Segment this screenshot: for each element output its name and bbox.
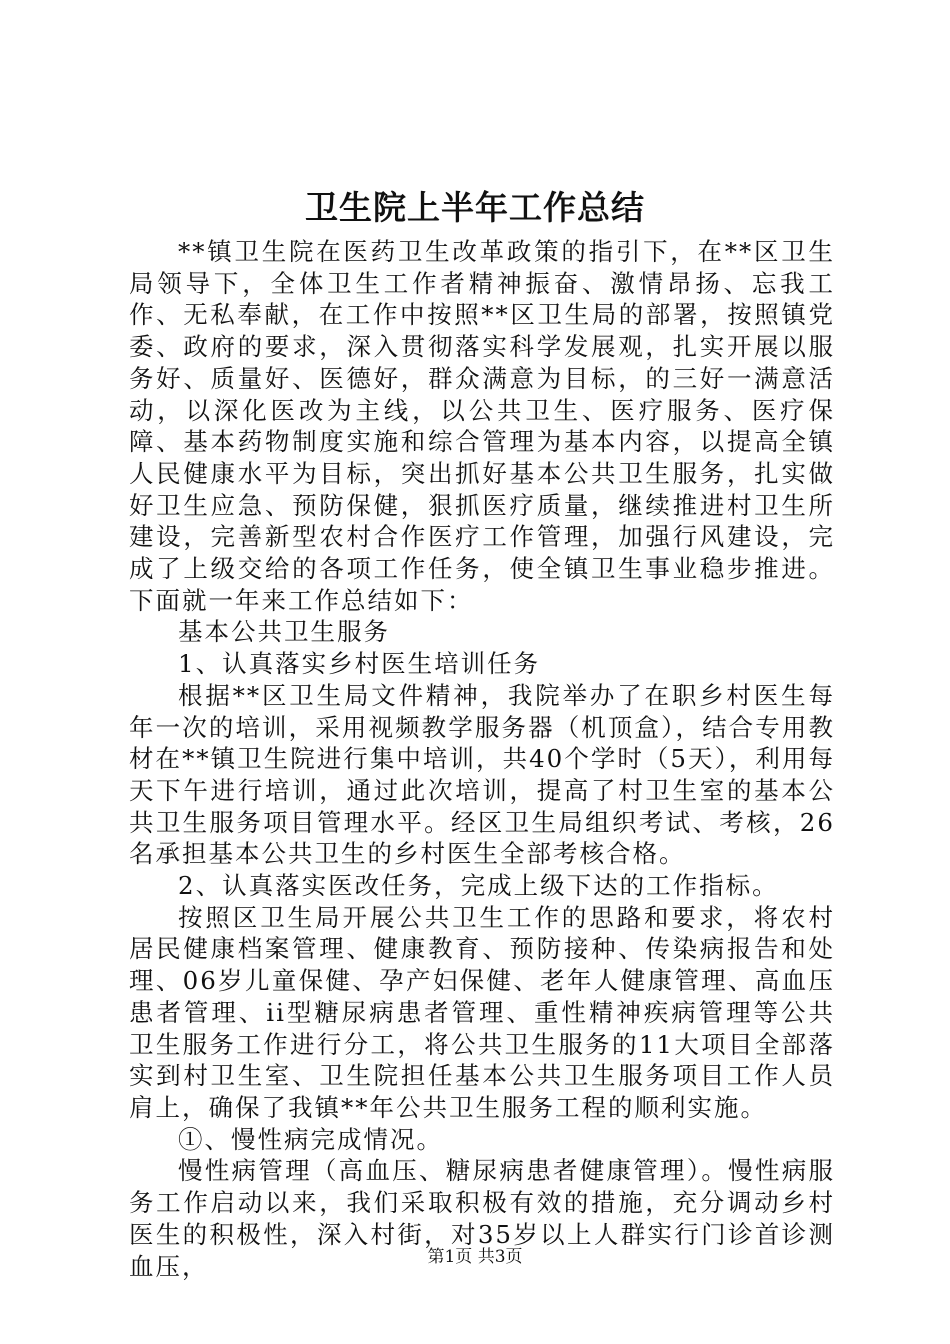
subheading-chronic-disease: ①、慢性病完成情况。	[178, 1124, 443, 1154]
chronic-disease-paragraph: 慢性病管理（高血压、糖尿病患者健康管理）。慢性病服务工作启动以来，我们采取积极有效的措施，充分调动乡村医生的积极性，深入村街，对35岁以上人群实行门诊首诊测血压，	[129, 1156, 835, 1281]
reform-paragraph: 按照区卫生局开展公共卫生工作的思路和要求，将农村居民健康档案管理、健康教育、预防接种、传染病报告和处理、06岁儿童保健、孕产妇保健、老年人健康管理、高血压患者管理、ii型糖尿病患者管理、重性精神疾病管理等公共卫生服务工作进行分工，将公共卫生服务的11大项目全部落实到村卫生室、卫生院担任基本公共卫生服务项目工作人员肩上，确保了我镇**年公共卫生服务工程的顺利实施。	[129, 902, 835, 1122]
page-number-footer: 第1页 共3页	[427, 1247, 523, 1267]
document-title: 卫生院上半年工作总结	[305, 188, 645, 227]
section-heading-public-health: 基本公共卫生服务	[178, 617, 390, 647]
training-paragraph: 根据**区卫生局文件精神，我院举办了在职乡村医生每年一次的培训，采用视频教学服务器（机顶盒），结合专用教材在**镇卫生院进行集中培训，共40个学时（5天），利用每天下午进行培训，通过此次培训，提高了村卫生室的基本公共卫生服务项目管理水平。经区卫生局组织考试、考核，26名承担基本公共卫生的乡村医生全部考核合格。	[129, 680, 835, 869]
subheading-reform-tasks: 2、认真落实医改任务，完成上级下达的工作指标。	[178, 871, 779, 901]
subheading-doctor-training: 1、认真落实乡村医生培训任务	[178, 649, 541, 679]
intro-paragraph: **镇卫生院在医药卫生改革政策的指引下，在**区卫生局领导下，全体卫生工作者精神振奋、激情昂扬、忘我工作、无私奉献，在工作中按照**区卫生局的部署，按照镇党委、政府的要求，深入贯彻落实科学发展观，扎实开展以服务好、质量好、医德好，群众满意为目标，的三好一满意活动，以深化医改为主线，以公共卫生、医疗服务、医疗保障、基本药物制度实施和综合管理为基本内容，以提高全镇人民健康水平为目标，突出抓好基本公共卫生服务，扎实做好卫生应急、预防保健，狠抓医疗质量，继续推进村卫生所建设，完善新型农村合作医疗工作管理，加强行风建设，完成了上级交给的各项工作任务，使全镇卫生事业稳步推进。下面就一年来工作总结如下：	[129, 237, 835, 615]
document-body	[129, 236, 835, 1282]
